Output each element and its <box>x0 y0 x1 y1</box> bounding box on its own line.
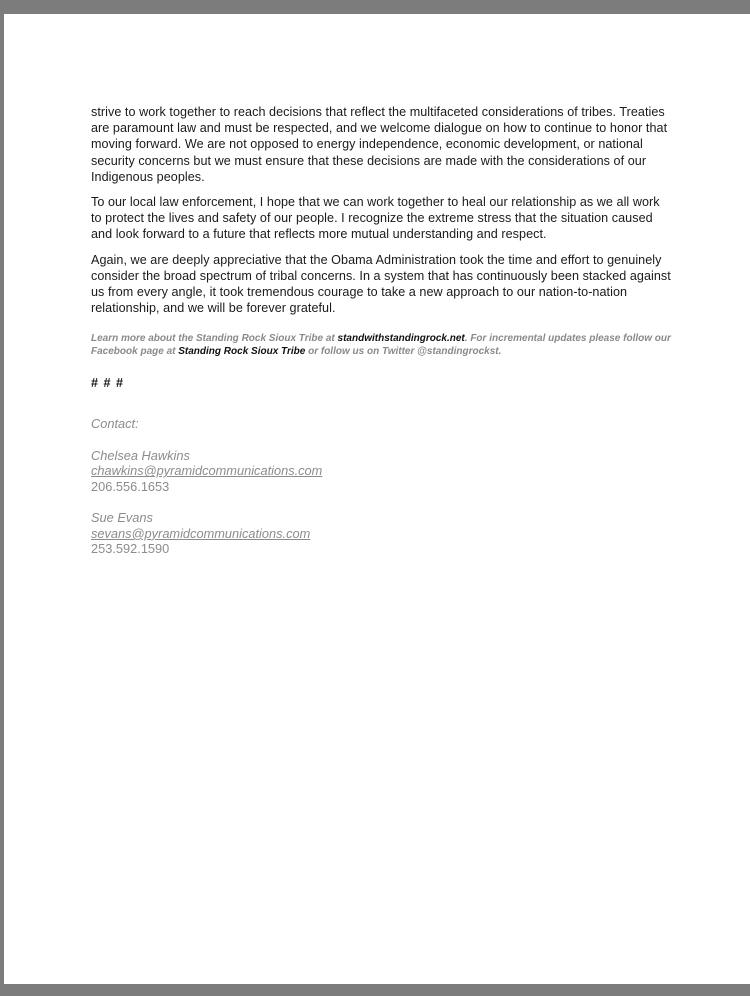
body-paragraph: Again, we are deeply appreciative that the Obama Administration took the time and effort to genuinely consider the broad spectrum of tribal concerns. In a system that has continuously been stacked against us from every angle, it took tremendous courage to take a new approach to our nation-to-nation relationship, and we will be forever grateful. <box>91 252 671 316</box>
footer-note-text: . For incremental updates please follow our Facebook page at <box>91 333 671 358</box>
document-page <box>4 14 750 984</box>
contact-label: Contact: <box>91 416 139 432</box>
end-separator: # # # <box>91 376 125 391</box>
contact-person <box>91 510 671 557</box>
contact-block <box>91 416 671 557</box>
contact-phone: 206.556.1653 <box>91 478 170 494</box>
contact-name: Sue Evans <box>91 510 153 526</box>
footer-note-text: or follow us on Twitter @standingrockst. <box>305 346 502 358</box>
page-content <box>91 104 671 557</box>
contact-email-link[interactable]: sevans@pyramidcommunications.com <box>91 525 311 541</box>
website-link[interactable]: standwithstandingrock.net <box>337 333 465 345</box>
contact-name: Chelsea Hawkins <box>91 447 190 463</box>
contact-email-link[interactable]: chawkins@pyramidcommunications.com <box>91 463 323 479</box>
contact-phone: 253.592.1590 <box>91 541 170 557</box>
body-paragraph: strive to work together to reach decisions that reflect the multifaceted considerations of tribes. Treaties are paramount law and must be respected, and we welcome dialogue on how to continue to honor that moving forward. We are not opposed to energy independence, economic development, or national security concerns but we must ensure that these decisions are made with the considerations of our Indigenous peoples. <box>91 105 668 184</box>
facebook-page-link[interactable]: Standing Rock Sioux Tribe <box>178 346 306 358</box>
body-paragraph: To our local law enforcement, I hope that we can work together to heal our relationship as we all work to protect the lives and safety of our people. I recognize the extreme stress that the situation caused and look forward to a future that reflects more mutual understanding and respect. <box>91 195 660 242</box>
footer-note-text: Learn more about the Standing Rock Sioux Tribe at <box>91 333 338 345</box>
contact-person <box>91 448 671 495</box>
footer-note <box>91 332 671 358</box>
